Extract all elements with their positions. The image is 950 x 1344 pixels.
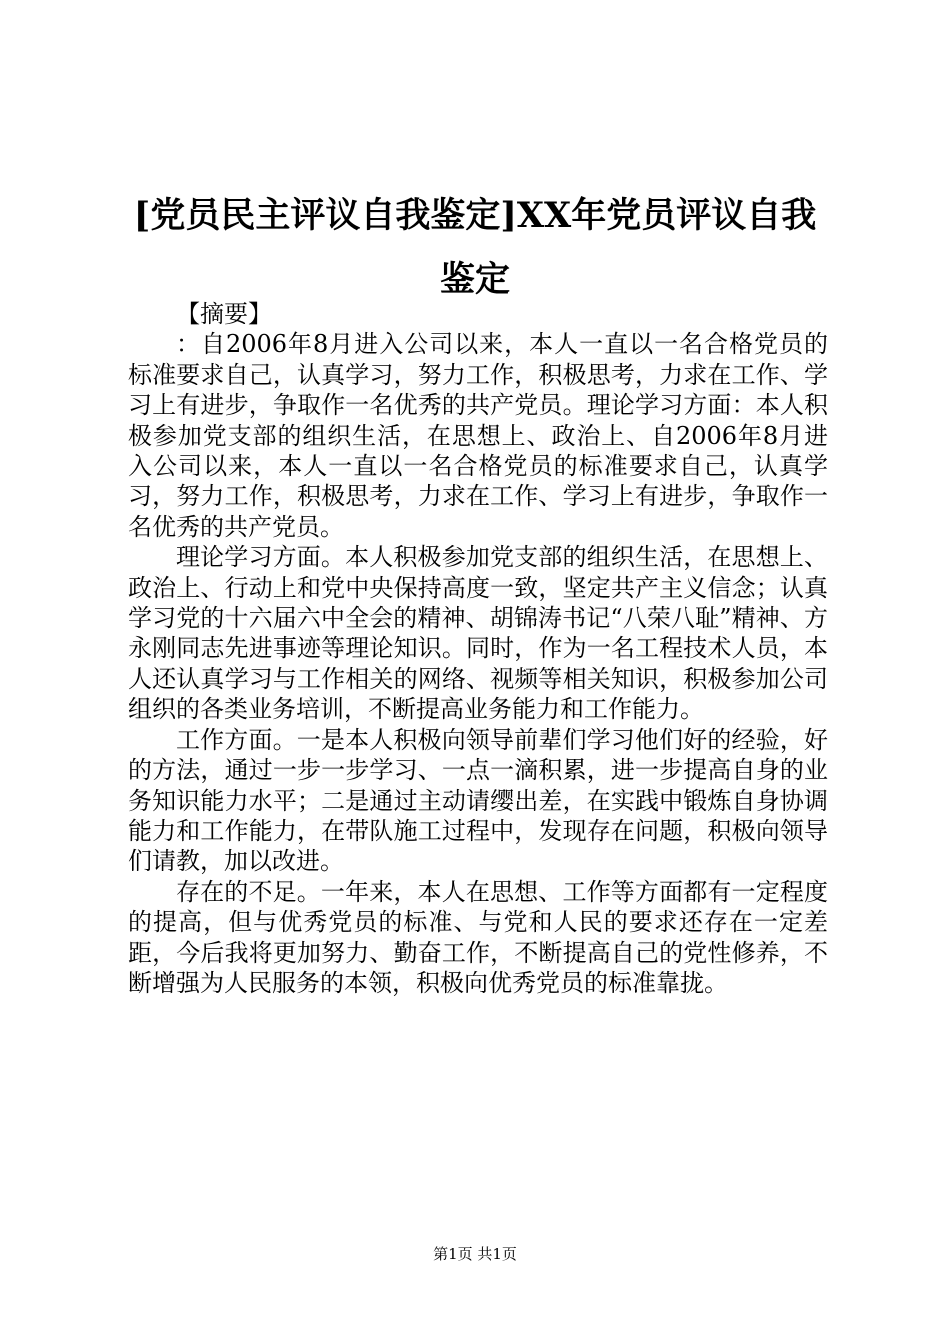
paragraph-work: 工作方面。一是本人积极向领导前辈们学习他们好的经验，好的方法，通过一步一步学习、一点一滴积累，进一步提高自身的业务知识能力水平；二是通过主动请缨出差，在实践中锻炼自身协调能力和工作能力，在带队施工过程中，发现存在问题，积极向领导们请教，加以改进。 bbox=[128, 725, 828, 876]
paragraph-summary: ：自2006年8月进入公司以来，本人一直以一名合格党员的标准要求自己，认真学习，努力工作，积极思考，力求在工作、学习上有进步，争取作一名优秀的共产党员。理论学习方面：本人积极参加党支部的组织生活，在思想上、政治上、自2006年8月进入公司以来，本人一直以一名合格党员的标准要求自己，认真学习，努力工作，积极思考，力求在工作、学习上有进步，争取作一名优秀的共产党员。 bbox=[128, 330, 828, 541]
paragraph-shortcomings: 存在的不足。一年来，本人在思想、工作等方面都有一定程度的提高，但与优秀党员的标准、与党和人民的要求还存在一定差距，今后我将更加努力、勤奋工作，不断提高自己的党性修养，不断增强为人民服务的本领，积极向优秀党员的标准靠拢。 bbox=[128, 877, 828, 997]
page-footer: 第1页 共1页 bbox=[433, 1245, 517, 1263]
paragraph-theory-study: 理论学习方面。本人积极参加党支部的组织生活，在思想上、政治上、行动上和党中央保持高度一致，坚定共产主义信念；认真学习党的十六届六中全会的精神、胡锦涛书记“八荣八耻”精神、方永刚同志先进事迹等理论知识。同时，作为一名工程技术人员，本人还认真学习与工作相关的网络、视频等相关知识，积极参加公司组织的各类业务培训，不断提高业务能力和工作能力。 bbox=[128, 543, 828, 724]
abstract-label: 【摘要】 bbox=[176, 300, 272, 328]
document-title: [党员民主评议自我鉴定]XX年党员评议自我鉴定 bbox=[133, 195, 817, 300]
document-body bbox=[128, 299, 828, 998]
